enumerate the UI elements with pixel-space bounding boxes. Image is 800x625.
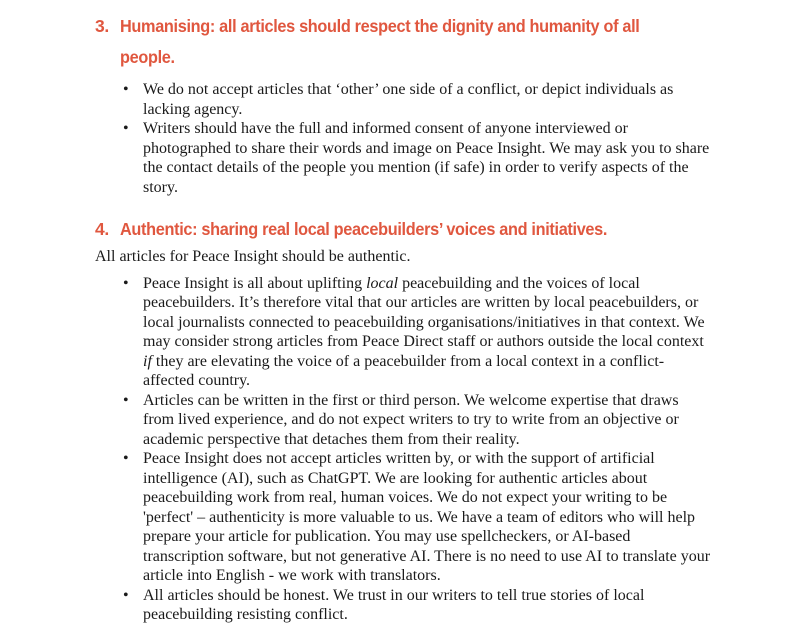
list-item-text: Peace Insight does not accept articles written by, or with the support of artificial intelligence (AI), such as ChatGPT. We are looking for authentic articles about peacebuilding work from real, human voices. We do not expect your writing to be 'perfect' – authenticity is more valuable to us. We have a team of editors who will help prepare your article for publication. You may use spellcheckers, or AI-based transcription software, but not generative AI. There is no need to use AI to translate your article into English - we work with translators.: [143, 450, 711, 584]
list-item: [95, 586, 713, 625]
bullet-dot-icon: •: [123, 586, 129, 604]
section-heading-text-3: Humanising: all articles should respect the dignity and humanity of all people.: [120, 16, 640, 67]
bullet-list-section-4: [95, 274, 713, 625]
section-number-4: 4.: [95, 219, 109, 239]
list-item-text: Articles can be written in the first or third person. We welcome expertise that draws from lived experience, and do not expect writers to try to write from an objective or academic perspective that detaches them from their reality.: [143, 391, 679, 448]
list-item-text: Writers should have the full and informed consent of anyone interviewed or photographed to share their words and image on Peace Insight. We may ask you to share the contact details of the people you mention (if safe) in order to verify aspects of the story.: [143, 120, 710, 196]
section-heading-4: [95, 214, 713, 245]
list-item-text: We do not accept articles that ‘other’ one side of a conflict, or depict individuals as lacking agency.: [143, 81, 674, 118]
bullet-dot-icon: •: [123, 391, 129, 409]
bullet-dot-icon: •: [123, 274, 129, 292]
list-item-text: Peace Insight is all about uplifting local peacebuilding and the voices of local peacebuilders. It’s therefore vital that our articles are written by local peacebuilders, or local journalists connected to peacebuilding organisations/initiatives in that context. We may consider strong articles from Peace Direct staff or authors outside the local context if they are elevating the voice of a peacebuilder from a local context in a conflict-affected country.: [143, 274, 705, 389]
list-item-text: All articles should be honest. We trust in our writers to tell true stories of local peacebuilding resisting conflict.: [143, 586, 645, 623]
document-content: [95, 11, 713, 625]
list-item: [95, 274, 713, 391]
bullet-dot-icon: •: [123, 120, 129, 137]
list-item: [95, 449, 713, 586]
section-heading-3: [95, 11, 713, 73]
section-heading-text-4: Authentic: sharing real local peacebuilders’ voices and initiatives.: [120, 219, 608, 239]
bullet-list-section-3: [95, 80, 713, 197]
list-item: [95, 80, 713, 119]
bullet-dot-icon: •: [123, 81, 129, 98]
list-item: [95, 391, 713, 450]
list-item: [95, 119, 713, 197]
section-number-3: 3.: [95, 16, 109, 36]
section-4-intro: All articles for Peace Insight should be authentic.: [95, 248, 411, 265]
bullet-dot-icon: •: [123, 450, 129, 467]
